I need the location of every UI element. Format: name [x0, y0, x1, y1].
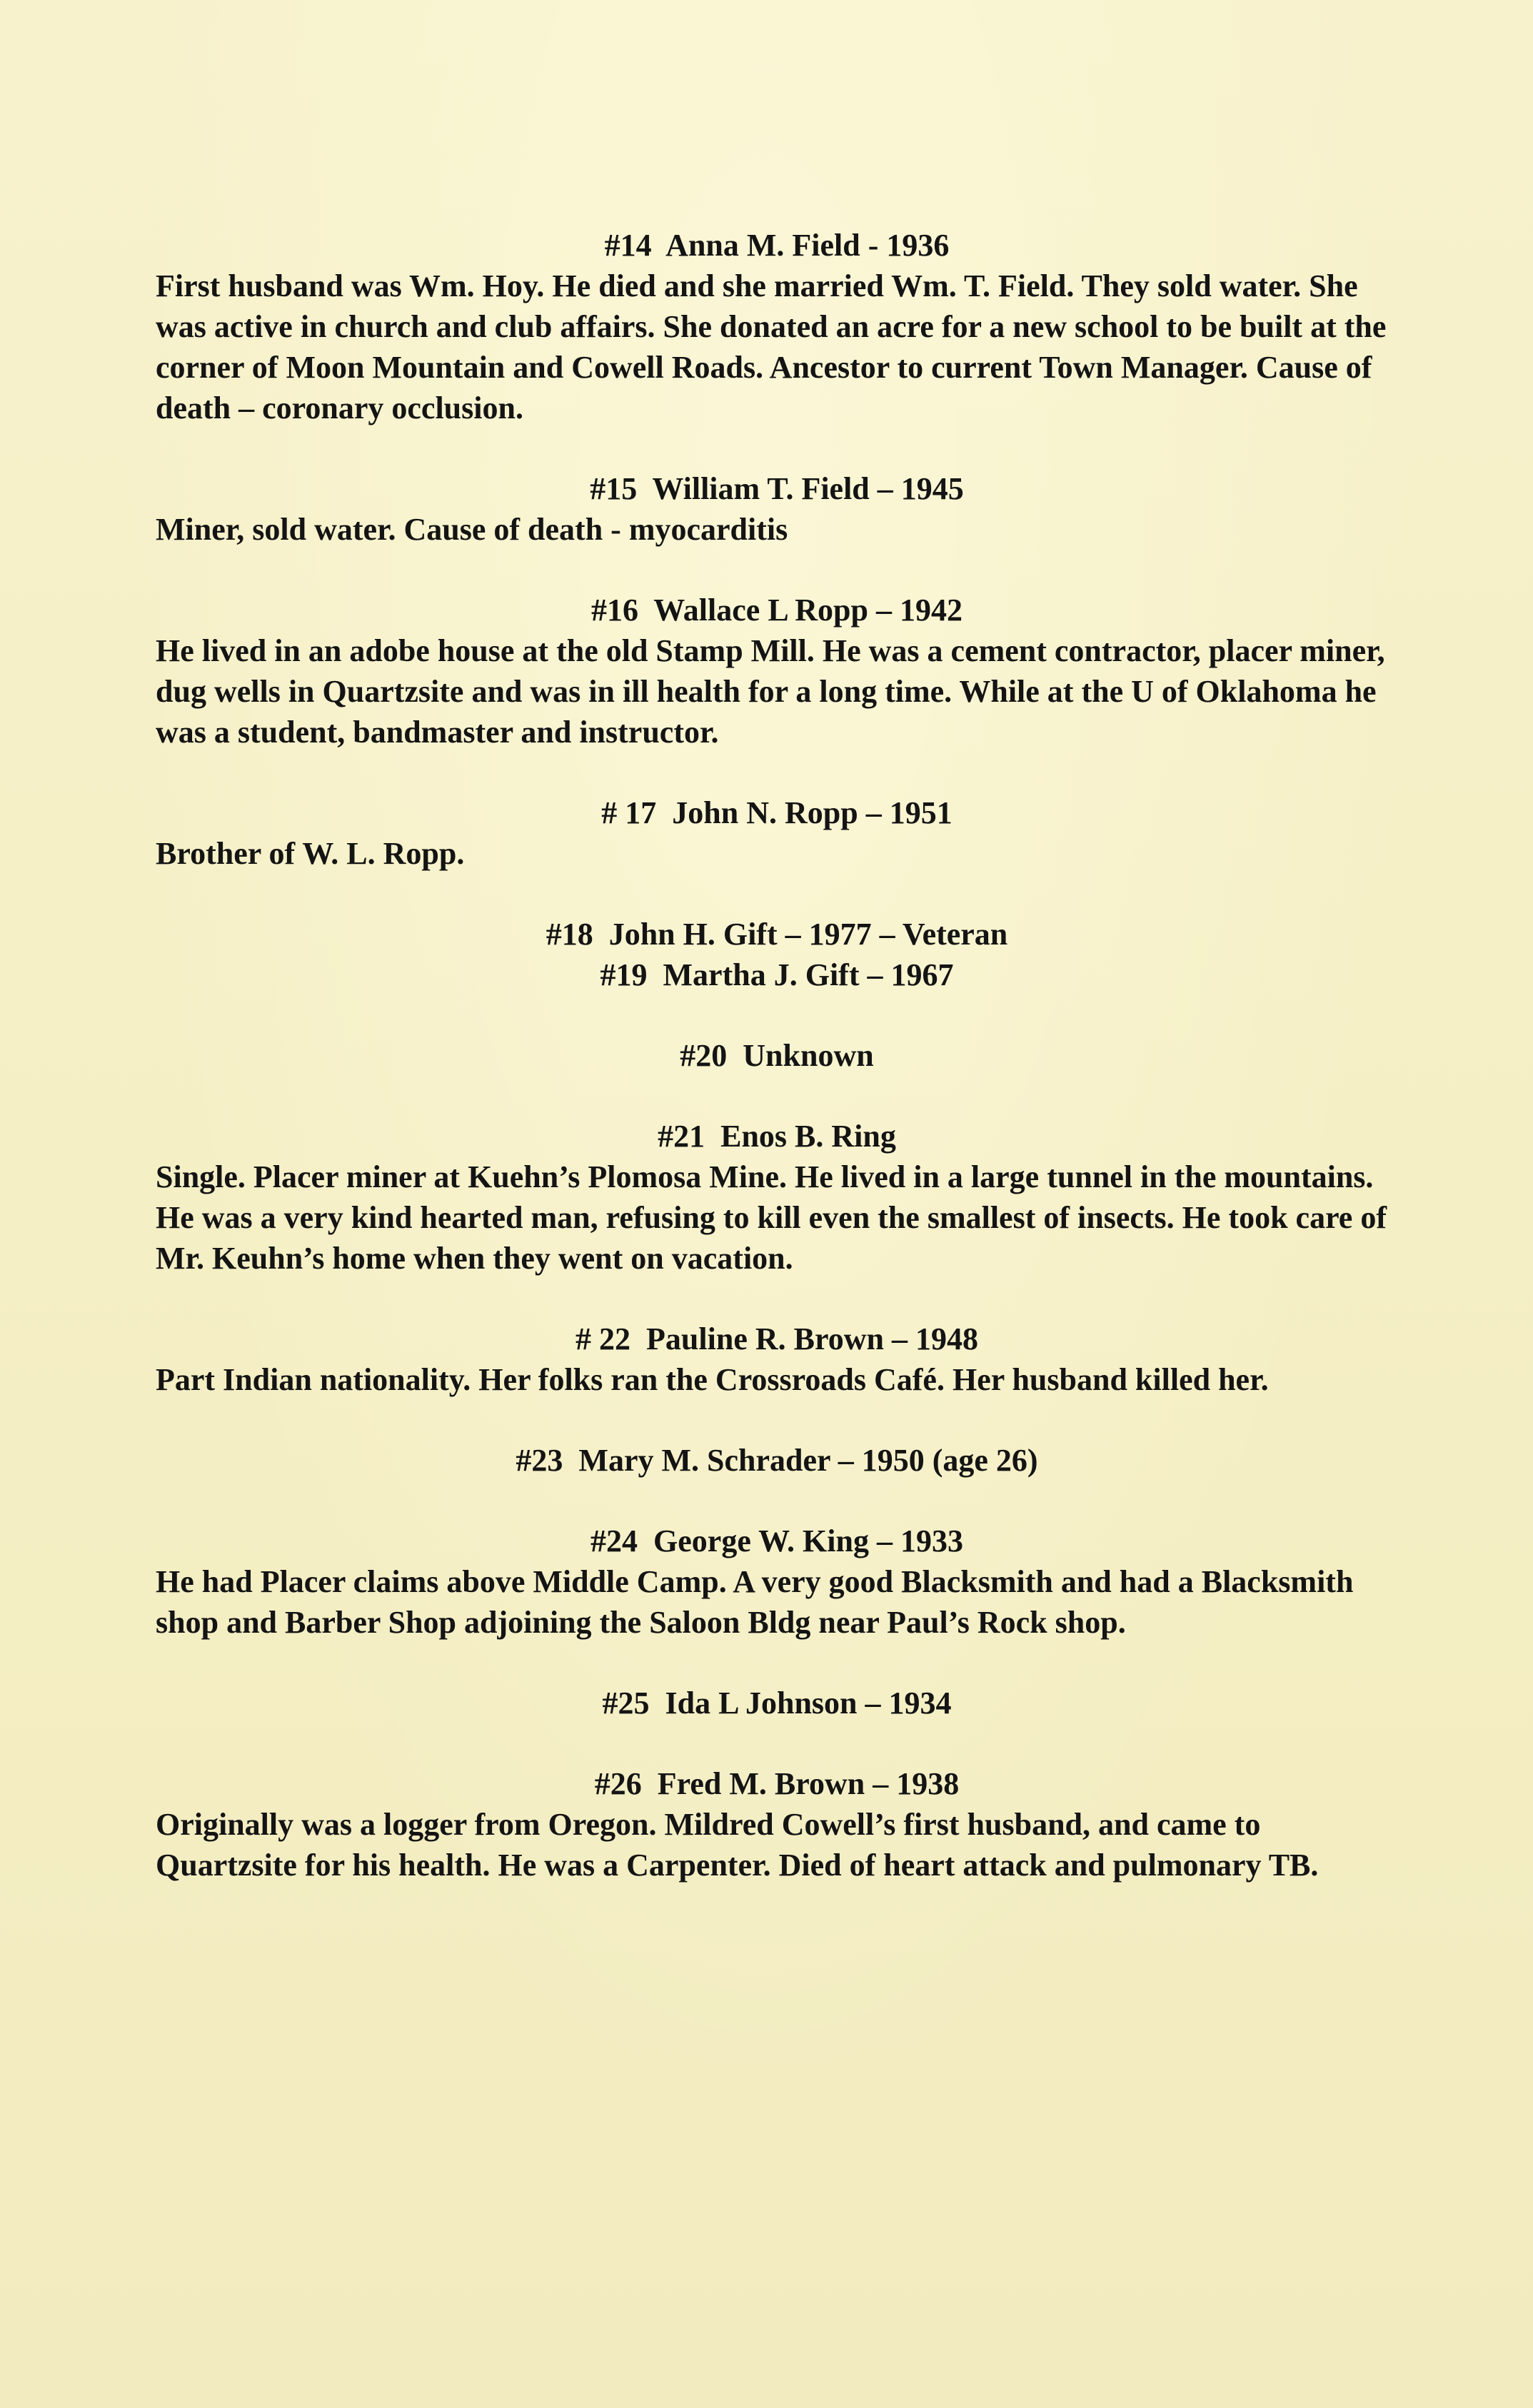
entry-body: Single. Placer miner at Kuehn’s Plomosa Mine. He lived in a large tunnel in the mountains. He was a very kind hearted man, refusing to kill even the smallest of insects. He took care of Mr. Keuhn’s home when they went on vacation.	[156, 1159, 1387, 1276]
entry-body: Part Indian nationality. Her folks ran the Crossroads Café. Her husband killed her.	[156, 1362, 1269, 1397]
entry-heading-second: #19 Martha J. Gift – 1967	[600, 957, 954, 992]
entry-heading: #23 Mary M. Schrader – 1950 (age 26)	[516, 1443, 1038, 1478]
entry-body: First husband was Wm. Hoy. He died and she married Wm. T. Field. They sold water. She was active in church and club affairs. She donated an acre for a new school to be built at the corner of Moon Mountain and Cowell Roads. Ancestor to current Town Manager. Cause of death – coronary occlusion.	[156, 268, 1387, 425]
entry-heading: #20 Unknown	[680, 1038, 874, 1073]
entry-18-19	[156, 914, 1398, 995]
entry-heading: #18 John H. Gift – 1977 – Veteran	[546, 917, 1008, 952]
entry-body: Miner, sold water. Cause of death - myocarditis	[156, 512, 788, 547]
entry-22	[156, 1319, 1398, 1400]
entry-15	[156, 468, 1398, 550]
entry-17	[156, 792, 1398, 874]
entry-heading: #24 George W. King – 1933	[590, 1523, 963, 1558]
entry-26	[156, 1763, 1398, 1885]
entry-heading: #26 Fred M. Brown – 1938	[594, 1766, 960, 1801]
entry-16	[156, 590, 1398, 752]
entry-25	[156, 1683, 1398, 1723]
cemetery-entries	[156, 225, 1398, 1885]
entry-14	[156, 225, 1398, 428]
entry-body: He had Placer claims above Middle Camp. A very good Blacksmith and had a Blacksmith shop and Barber Shop adjoining the Saloon Bldg near Paul’s Rock shop.	[156, 1564, 1354, 1640]
entry-body: Brother of W. L. Ropp.	[156, 836, 465, 871]
entry-heading: #25 Ida L Johnson – 1934	[602, 1686, 952, 1721]
entry-body: He lived in an adobe house at the old Stamp Mill. He was a cement contractor, placer miner, dug wells in Quartzsite and was in ill health for a long time. While at the U of Oklahoma he was a student, bandmaster and instructor.	[156, 633, 1385, 750]
entry-21	[156, 1116, 1398, 1279]
entry-20	[156, 1035, 1398, 1076]
entry-24	[156, 1521, 1398, 1643]
entry-heading: #15 William T. Field – 1945	[590, 471, 964, 506]
entry-heading: #16 Wallace L Ropp – 1942	[591, 593, 962, 628]
entry-heading: # 22 Pauline R. Brown – 1948	[575, 1321, 978, 1356]
entry-heading: #21 Enos B. Ring	[658, 1119, 896, 1154]
entry-body: Originally was a logger from Oregon. Mildred Cowell’s first husband, and came to Quartzsite for his health. He was a Carpenter. Died of heart attack and pulmonary TB.	[156, 1807, 1319, 1883]
entry-heading: #14 Anna M. Field - 1936	[604, 228, 950, 263]
entry-23	[156, 1440, 1398, 1481]
entry-heading: # 17 John N. Ropp – 1951	[601, 795, 953, 830]
